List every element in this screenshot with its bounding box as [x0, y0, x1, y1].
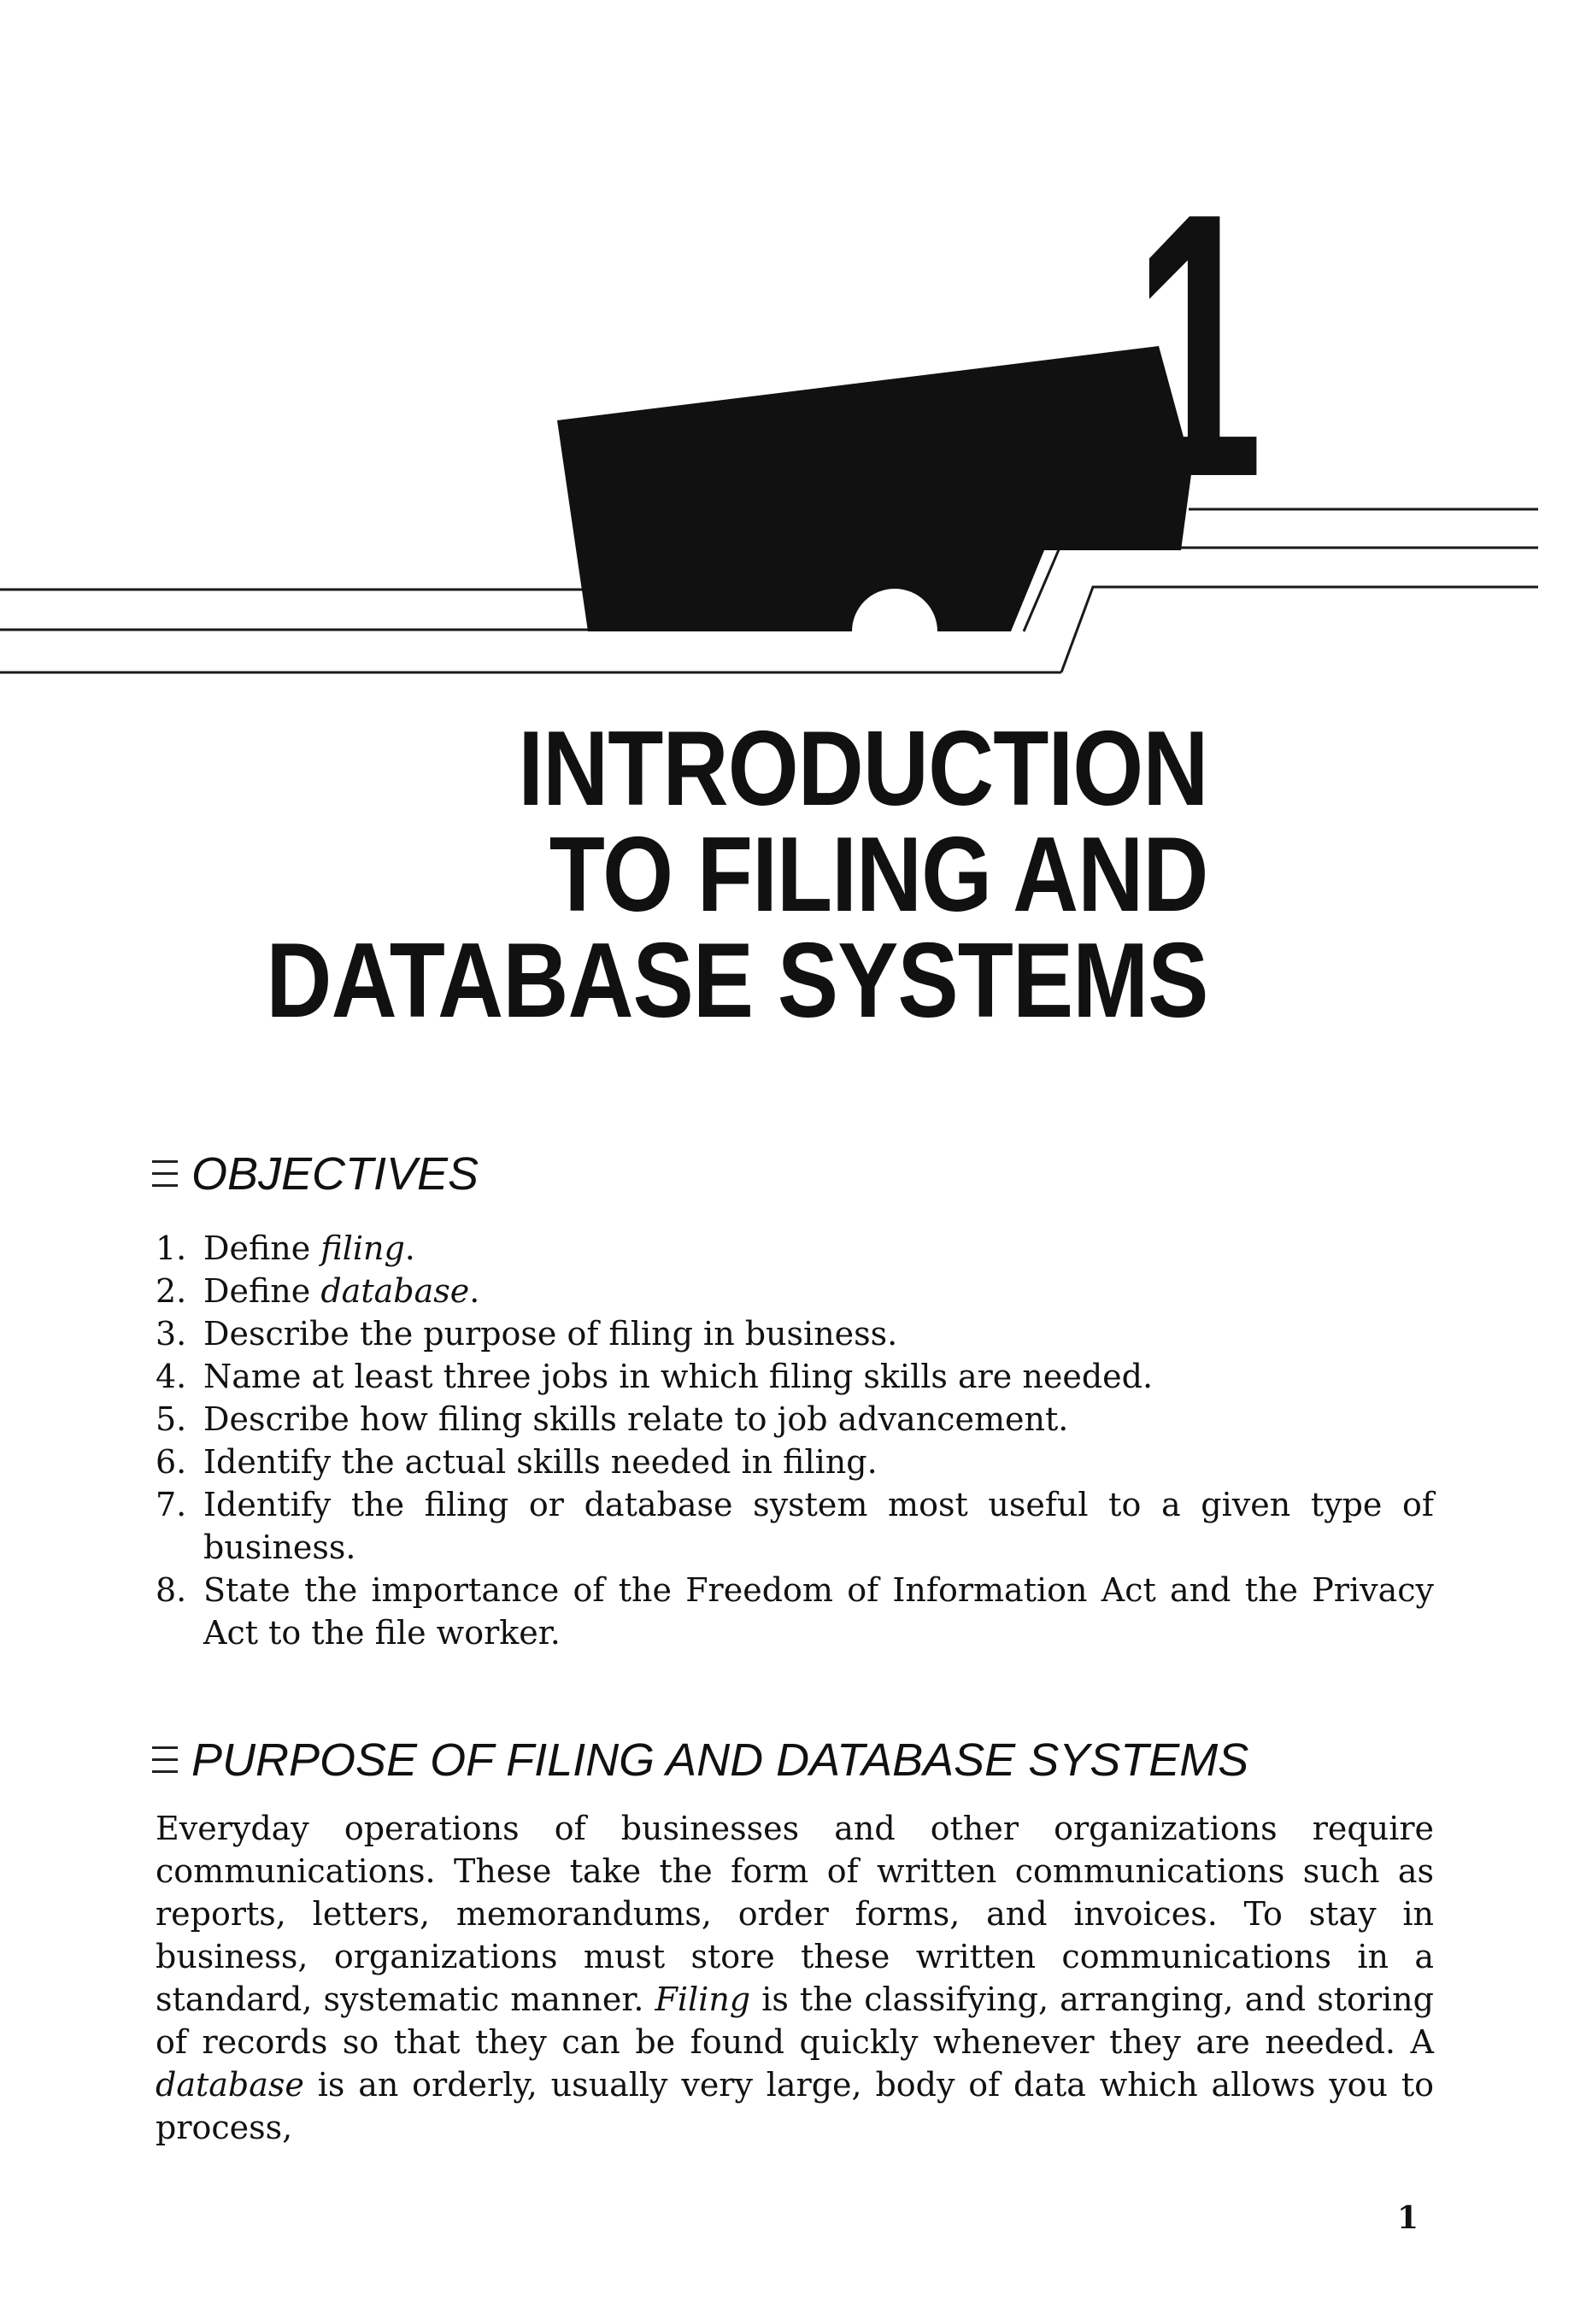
objective-item [156, 1483, 1434, 1569]
objective-text: Define database. [203, 1272, 480, 1310]
objective-text: Describe how filing skills relate to job advancement. [203, 1400, 1069, 1438]
objective-text: Describe the purpose of filing in business. [203, 1315, 898, 1353]
objectives-list [156, 1227, 1434, 1654]
objective-text: Define filing. [203, 1229, 415, 1267]
objective-item [156, 1355, 1434, 1398]
chapter-title [266, 710, 1208, 1040]
page-number: 1 [1396, 2200, 1419, 2236]
objectives-heading [152, 1148, 479, 1200]
italic-term: filing [320, 1229, 405, 1267]
objective-text: Identify the actual skills needed in filing. [203, 1443, 878, 1481]
folder-tab-shape [557, 346, 1192, 631]
objective-number: 8. [156, 1571, 187, 1609]
objective-number: 2. [156, 1272, 187, 1310]
objective-item [156, 1270, 1434, 1312]
objective-number: 3. [156, 1315, 187, 1353]
objective-text: Identify the filing or database system most useful to a given type of business. [203, 1486, 1434, 1566]
objectives-heading-label: OBJECTIVES [191, 1148, 479, 1200]
objective-item [156, 1312, 1434, 1355]
purpose-paragraph: Everyday operations of businesses and other organizations require communications. These take the form of written communications such as reports, letters, memorandums, order forms, and invoices. To stay in business, organizations must store these written communications in a standard, systematic manner. Filing is the classifying, arranging, and storing of records so that they can be found quickly whenever they are needed. A database is an orderly, usually very large, body of data which allows you to process, [156, 1810, 1434, 2146]
objective-item [156, 1398, 1434, 1441]
objective-number: 1. [156, 1229, 187, 1267]
objective-text: State the importance of the Freedom of Information Act and the Privacy Act to the file worker. [203, 1571, 1434, 1652]
italic-term: Filing [655, 1981, 751, 2018]
title-line: DATABASE SYSTEMS [266, 922, 1208, 1040]
objective-item [156, 1441, 1434, 1483]
objective-number: 5. [156, 1400, 187, 1438]
objective-item [156, 1227, 1434, 1270]
italic-term: database [320, 1272, 470, 1310]
objective-number: 7. [156, 1486, 187, 1523]
objective-text: Name at least three jobs in which filing skills are needed. [203, 1358, 1154, 1395]
objective-item [156, 1569, 1434, 1654]
chapter-number: 1 [1133, 135, 1263, 555]
title-line: TO FILING AND [549, 816, 1208, 934]
title-line: INTRODUCTION [518, 710, 1208, 828]
triple-bar-icon [152, 1746, 178, 1774]
objective-number: 4. [156, 1358, 187, 1395]
purpose-heading [152, 1734, 1248, 1786]
objective-number: 6. [156, 1443, 187, 1481]
triple-bar-icon [152, 1160, 178, 1188]
purpose-heading-label: PURPOSE OF FILING AND DATABASE SYSTEMS [191, 1734, 1249, 1786]
italic-term: database [156, 2066, 304, 2104]
